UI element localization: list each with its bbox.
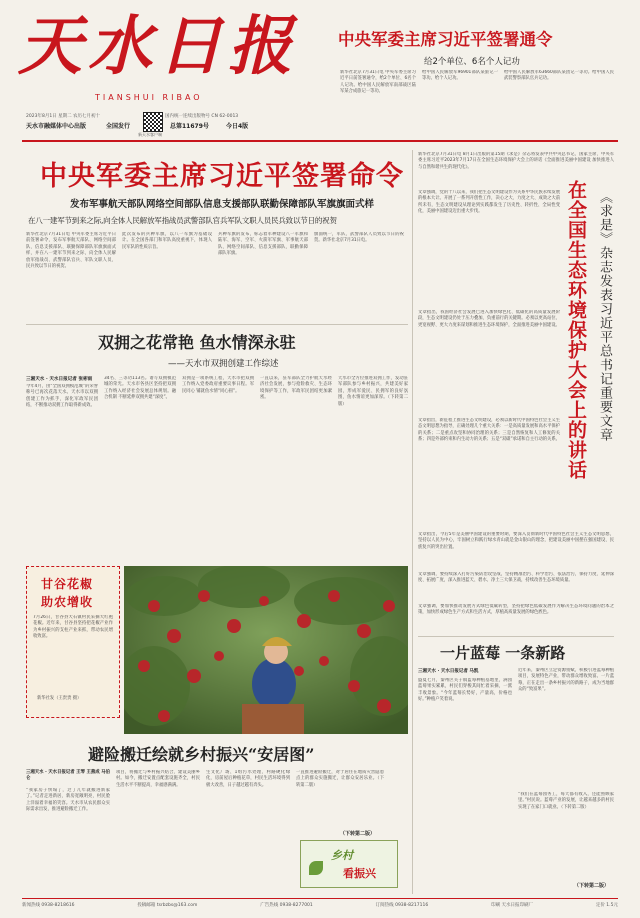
berry-body-2: 近年来，秦州区立足资源禀赋，积极引进蓝莓种植项目，发展特色产业，带动群众增收致富。一片蓝莓，正在走出一条乡村振兴的新路子，成为当地群众的“致富果”。 xyxy=(518,668,614,693)
qr-caption: 新天水客户端 xyxy=(138,132,162,137)
flower-body-4: 一直以来，驻军部队全力护航天水经济社会发展，参与抢险救灾、生态环境保护等工作，军政军民团结更加紧密。 xyxy=(260,376,332,401)
flower-byline: 三湘天水 · 天水日报记者 张彬雨 xyxy=(26,377,93,382)
lead-body-1: 新华社北京7月31日电 中央军委主席习近平日前签署命令，发布军事航天部队、网络空间部队、信息支援部队、联勤保障部队军旗旗面式样，并在八一建军节到来之际，向全体人民解放军指战员、武警部队官兵、军队文职人员、民兵致以节日的祝贺。 xyxy=(26,232,116,270)
masthead-issue: 总第11679号 xyxy=(170,123,209,130)
qr-code[interactable] xyxy=(143,112,163,132)
berry-body-3: “我们在蓝莓园务工，每天都有收入，还能照顾家里。”村民说。蓝莓产业的发展，让越来越多的村民实现了在家门口就业。（下转第二版） xyxy=(518,792,614,810)
reloc-body-1: “我家房子快塌了，过了几年就搬进新家了。”记者走进新居，新房宽敞明亮，村民脸上洋溢着幸福的笑容。天水市从农民群众实际需求出发，推进避险搬迁工作。 xyxy=(26,788,110,813)
pepper-photo-illustration xyxy=(124,566,408,734)
sprout-icon xyxy=(309,861,323,875)
lead-deck: 发布军事航天部队网络空间部队信息支援部队联勤保障部队军旗旗面式样 xyxy=(70,199,375,210)
eco-body-4: 文章指出，今后5年是美丽中国建设的重要时期，要深入贯彻新时代中国特色社会主义生态文明思想，坚持以人民为中心，牢固树立和践行绿水青山就是金山银山的理念，把建设美丽中国摆在强国建设、民族复兴的突出位置。 xyxy=(418,532,614,550)
eco-quote-title: 《求是》杂志发表习近平总书记重要文章 xyxy=(597,190,612,442)
rural-badge xyxy=(300,840,398,888)
flower-headline: 双拥之花常艳 鱼水情深永驻 xyxy=(98,333,296,352)
footer-item: 新闻热线 0938-8218616 xyxy=(22,903,75,908)
flower-body-2: 34名、三等功113名。谱写双拥模范城的荣光。天水市各县区坚持把双拥工作纳入经济社会发展总体规划。融合机制 不断延伸双拥共建“深度”。 xyxy=(104,376,176,401)
reloc-headline: 避险搬迁绘就乡村振兴“安居图” xyxy=(88,745,315,764)
footer-item: 广告热线 0938-8277001 xyxy=(260,903,313,908)
column-divider xyxy=(412,150,413,894)
pepper-photo xyxy=(124,566,408,734)
top-story-col2: 给中国人民解放军96901部队某旅记一等功。给个人记功。 xyxy=(422,70,498,82)
masthead-pinyin: TIANSHUI RIBAO xyxy=(95,93,203,102)
masthead-date: 2023年8月1日 星期二 农历七月初十 xyxy=(26,114,101,119)
pepper-box-credit: 新华社发（王贵贵 摄） xyxy=(37,696,82,701)
reloc-body-2: 项目，将搬迁与乡村振兴结合，建设美丽乡村。如今，搬迁安置点配套设施齐全，村民生活水平不断提高，幸福感满满。 xyxy=(116,770,200,788)
eco-vertical-title: 在全国生态环境保护大会上的讲话 xyxy=(565,180,587,480)
flower-body-1: 今年4月，由“全国双拥模范城”的荣誉称号已再次花落天水。天水市以双拥创建工作为抓手，深化军政军民团结，不断推动双拥工作取得新成效。 xyxy=(26,384,98,409)
footer xyxy=(22,902,618,912)
masthead-publisher: 天水市融媒体中心出版 xyxy=(26,123,87,130)
rural-badge-bottom: 看振兴 xyxy=(343,867,376,880)
footer-rule xyxy=(22,898,618,899)
eco-intro: 新华社北京7月31日电 8月1日出版的第15期《求是》杂志将发表中共中央总书记、国家主席、中央军委主席习近平2023年7月17日在全国生态环境保护大会上的讲话《全面推进美丽中国建设 加快推进人与自然和谐共生的现代化》。 xyxy=(418,152,614,170)
lead-subdeck: 在八一建军节到来之际,向全体人民解放军指战员武警部队官兵军队文职人员民兵致以节日的祝贺 xyxy=(28,216,337,225)
pepper-box-body: 7月26日，甘谷县大石镇村民采摘大红袍花椒。近年来，甘谷县坚持把花椒产业作为乡村振兴的支柱产业来抓，带动农民增收致富。 xyxy=(33,615,113,640)
reloc-byline: 三湘天水 · 天水日报记者 王琴 王燕成 马伯仑 xyxy=(26,770,110,781)
reloc-body-4: 一直推进避险搬迁，对于居住在地质灾害隐患点上的群众实施搬迁，让群众安居乐业。（下转第二版） xyxy=(296,770,384,788)
reloc-continued: （下转第二版） xyxy=(340,831,376,837)
reloc-body-3: 生文化广场、1组污水处理、村路硬化绿化，房前屋后种植花草，村民生活环境得到极大改善，日子越过越有奔头。 xyxy=(206,770,290,788)
flower-body-5: 天水市全方位推进双拥工作，发动驻军部队参与乡村振兴，共建美好家园，形成军爱民、民拥军的良好氛围，鱼水情谊更加深厚。（下转第二版） xyxy=(338,376,408,407)
eco-body-1: 文章强调，党的十八以来，我们把生态文明建设作为关系中华民族永续发展的根本大计。开展了一系列开创性工作，决心之大、力度之大、成效之大前所未有，生态文明建设从理论到实践都发生了历史性、转折性、全局性变化，美丽中国建设迈出重大步伐。 xyxy=(418,190,560,215)
masthead-pages: 今日4版 xyxy=(226,123,249,130)
berry-continued: （下转第二版） xyxy=(574,883,610,889)
top-story-col1: 新华社北京7月31日电 中央军委主席习近平日前签署通令，给2个单位、6名个人记功。给中国人民解放军南部战区陆军某合成旅记一等功。 xyxy=(340,70,416,95)
lead-body-3: 兵种军旗的发布，标志着军种建设八一军旗和陆军、海军、空军、火箭军军旗、军事航天部队、网络空间部队、信息支援部队、联勤保障部队军旗。 xyxy=(218,232,308,257)
masthead-scope: 全国发行 xyxy=(106,123,131,130)
masthead-rule xyxy=(22,140,618,142)
lead-body-2: 此次发布的兵种军旗，以八一军旗为基础设计。在全国各部门和军队高度重视下，体现人民军队的性质宗旨。 xyxy=(122,232,212,250)
rural-badge-top: 乡村 xyxy=(331,849,353,862)
eco-body-6: 文章强调，要加快推动发展方式绿色低碳转型，坚持把绿色低碳发展作为解决生态环境问题的治本之策，加快形成绿色生产方式和生活方式，厚植高质量发展的绿色底色。 xyxy=(418,604,614,616)
flower-body-3: 双拥是一项系统工程，天水市把双拥工作纳入党委政府重要议事日程。军民同心 铺就鱼水情“同心圆”。 xyxy=(182,376,254,394)
top-subheadline: 给2个单位、6名个人记功 xyxy=(424,57,520,67)
masthead-title: 天水日报 xyxy=(18,9,298,84)
pepper-box-title-1: 甘谷花椒 xyxy=(41,577,94,591)
footer-item: 印刷 天水日报印刷厂 xyxy=(491,903,534,908)
berry-body-1: 盛夏七月，秦州区关子镇蓝莓种植基地里，满园蓝莓果实累累，村民们穿梭其间忙着采摘，一派丰收景象。“今年蓝莓长势好，产量高，价格也好。”种植户笑着说。 xyxy=(418,678,512,703)
top-headline: 中央军委主席习近平签署通令 xyxy=(338,30,553,49)
masthead-cn: 国内统一连续出版物号 CN 62-0013 xyxy=(165,114,239,119)
flower-subline: ——天水市双拥创建工作综述 xyxy=(168,359,279,369)
footer-item: 定价 1.5元 xyxy=(595,903,618,908)
footer-item: 投稿邮箱 tsrbzbs@163.com xyxy=(137,903,198,908)
top-story-col3: 给中国人民解放军63660部队某团记一等功。给中国人民武装警察部队官兵记功。 xyxy=(504,70,614,82)
divider xyxy=(26,324,408,325)
eco-body-3: 文章指出，新征程上推进生态文明建设，必须以新时代中国特色社会主义生态文明思想为指导，正确处理几个重大关系：一是高质量发展和高水平保护的关系；二是重点攻坚和协同治理的关系；三是自然恢复和人工修复的关系；四是外部约束和内生动力的关系；五是“双碳”承诺和自主行动的关系。 xyxy=(418,418,560,443)
lead-body-4: 旗面统一，军队、武警部队人员致以节日的祝贺。新华社北京7月31日电。 xyxy=(314,232,404,244)
divider xyxy=(418,636,614,637)
eco-body-2: 文章指出，我国经济社会发展已进入加快绿色化、低碳化的高质量发展阶段，生态文明建设仍处于压力叠加、负重前行的关键期。必须以更高站位、更宽视野、更大力度来谋划和推进生态环境保护，全面推进美丽中国建设。 xyxy=(418,310,560,328)
footer-item: 订阅热线 0938-8217116 xyxy=(375,903,429,908)
lead-headline: 中央军委主席习近平签署命令 xyxy=(40,161,404,192)
eco-body-5: 文章强调，要持续深入打好污染防治攻坚战，坚持精准治污、科学治污、依法治污，保持力度、延伸深度、拓展广度，深入推进蓝天、碧水、净土三大保卫战，持续改善生态环境质量。 xyxy=(418,572,614,584)
pepper-box-title-2: 助农增收 xyxy=(41,595,94,609)
masthead xyxy=(0,0,640,140)
berry-headline: 一片蓝莓 一条新路 xyxy=(440,644,566,662)
berry-byline: 三湘天水 · 天水日报记者 马凯 xyxy=(418,669,479,674)
pepper-box xyxy=(26,566,120,718)
